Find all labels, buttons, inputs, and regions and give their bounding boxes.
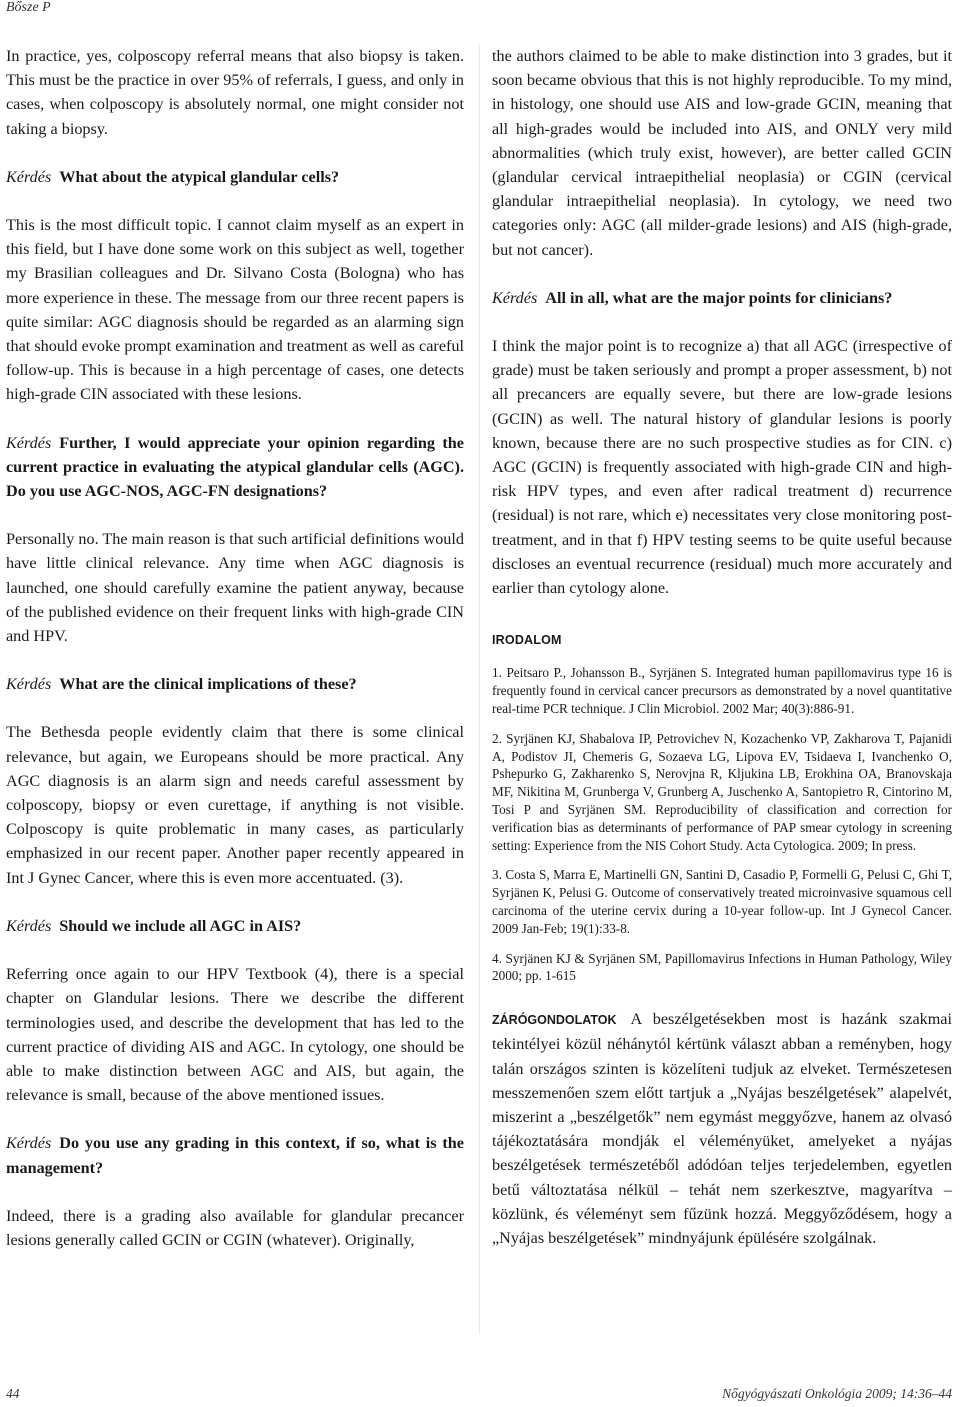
paragraph: Referring once again to our HPV Textbook (4), there is a special chapter on Glandular lesions. There we describe the different terminologies used, and describe the development that has led to the current practice of dividing AIS and AGC. In cytology, one should be able to make distinction between AGC and AIS, but again, the relevance is small, because of the above mentioned issues. (6, 965, 464, 1105)
question (6, 165, 464, 189)
page-number: 44 (6, 1386, 20, 1401)
question (6, 672, 464, 696)
paragraph: In practice, yes, colposcopy referral means that also biopsy is taken. This must be the practice in over 95% of referrals, I guess, and only in cases, when colposcopy is absolutely normal, one might consider not taking a biopsy. (6, 47, 464, 138)
running-head: Bőszе P (6, 0, 51, 15)
question (492, 286, 952, 310)
question-text: Do you use any grading in this context, if so, what is the management? (6, 1134, 464, 1177)
question-text: What are the clinical implications of these? (59, 675, 357, 694)
question (6, 1131, 464, 1179)
question-text: What about the atypical glandular cells? (59, 167, 340, 186)
question-tag: Kérdés (6, 433, 52, 452)
reference-item: 3. Costa S, Marra E, Martinelli GN, Santini D, Casadio P, Formelli G, Pelusi C, Ghi T, Syrjänen K, Pelusi G. Outcome of conservatively treated microinvasive squamous cell carcinoma of the uterine cervix during a 10-year follow-up. Int J Gynecol Cancer. 2009 Jan-Feb; 19(1):33-8. (492, 867, 952, 936)
question-text: All in all, what are the major points for clinicians? (545, 288, 893, 307)
question-text: Should we include all AGC in AIS? (59, 916, 302, 935)
conclusion (492, 1007, 952, 1250)
question (6, 914, 464, 938)
right-column (492, 44, 952, 1250)
reference-item: 2. Syrjänen KJ, Shabalova IP, Petrovichev N, Kozachenko VP, Zakharova T, Pajanidi A, Podistov JI, Chemeris G, Sozaeva LG, Lipova EV, Tsidaeva I, Ivanchenko O, Pshepurko G, Zakharenko S, Nerovjna R, Kljukina LB, Erokhina OA, Branovskaja MF, Nikitina M, Grunberga V, Grunberg A, Juschenko A, Santopietro R, Cintorino M, Tosi P and Syrjänen SM. Reproducibility of classification and correction for verification bias as determinants of performance of PAP smear cytology in screening setting: Experience from the NIS Cohort Study. Acta Cytologica. 2009; In press. (492, 730, 952, 853)
paragraph: Indeed, there is a grading also available for glandular precancer lesions generally called GCIN or CGIN (whatever). Originally, (6, 1206, 464, 1249)
left-column (6, 44, 464, 1276)
paragraph: Personally no. The main reason is that such artificial definitions would have little clinical relevance. Any time when AGC diagnosis is launched, one should carefully examine the patient anyway, because of the published evidence on their frequent links with high-grade CIN and HPV. (6, 530, 464, 646)
question (6, 431, 464, 504)
question-tag: Kérdés (492, 288, 538, 307)
column-divider (479, 44, 480, 1334)
paragraph: the authors claimed to be able to make distinction into 3 grades, but it soon became obvious that this is not highly reproducible. To my mind, in histology, one should use AIS and low-grade GCIN, meaning that all high-grades would be included into AIS, and ONLY very mild abnormalities (which truly exist, however), are better called GCIN (glandular cervical intraepithelial neoplasia) or CGIN (cervical glandular intraepithelial neoplasia). In cytology, we need two categories only: AGC (all milder-grade lesions) and AIS (high-grade, but not cancer). (492, 47, 952, 259)
question-tag: Kérdés (6, 675, 52, 694)
question-text: Further, I would appreciate your opinion regarding the current practice in evaluating the atypical glandular cells (AGC). Do you use AGC-NOS, AGC-FN designations? (6, 433, 464, 501)
conclusion-heading: ZÁRÓGONDOLATOK (492, 1013, 617, 1028)
journal-citation: Nőgyógyászati Onkológia 2009; 14:36–44 (722, 1386, 952, 1401)
reference-item: 1. Peitsaro P., Johansson B., Syrjänen S. Integrated human papillomavirus type 16 is frequently found in cervical cancer precursors as demonstrated by a novel quantitative real-time PCR technique. J Clin Microbiol. 2002 Mar; 40(3):886-91. (492, 665, 952, 717)
question-tag: Kérdés (6, 167, 52, 186)
references-heading: IRODALOM (492, 633, 562, 648)
reference-list (492, 664, 952, 985)
paragraph: I think the major point is to recognize a) that all AGC (irrespective of grade) must be taken seriously and prompt a proper assessment, b) not all precancers are equally severe, but there are low-grade lesions (GCIN) as well. The natural history of glandular lesions is poorly known, because there are no such prospective studies as for CIN. c) AGC (GCIN) is frequently associated with high-grade CIN and high-risk HPV types, and even after radical treatment d) recurrence (residual) is not rare, which e) necessitates very close monitoring post-treatment, and in that f) HPV testing seems to be quite useful because discloses an eventual recurrence (residual) much more accurately and earlier than cytology alone. (492, 337, 952, 598)
conclusion-text: A beszélgetésekben most is hazánk szakmai tekintélyei közül néhánytól kértünk választ abban a reményben, hogy talán országos szinten is közelíteni tudjuk az elveket. Természetesen messzemenően szem előtt tartjuk a „Nyájas beszélgetések” alapelvét, miszerint a „beszélgetők” nem egymást meggyőzve, hanem az olvasó tájékoztatására mondják el véleményüket, amelyeket a nyájas beszélgetések természetéből adódóan teljes terjedelemben, egyetlen betű változtatása nélkül – tehát nem szerkesztve, magyarítva – közlünk, és véleményt sem fűzünk hozzá. Meggyőződésem, hogy a „Nyájas beszélgetések” mindnyájunk épülésére szolgálnak. (492, 1010, 952, 1248)
question-tag: Kérdés (6, 916, 52, 935)
reference-item: 4. Syrjänen KJ & Syrjänen SM, Papillomavirus Infections in Human Pathology, Wiley 2000; pp. 1-615 (492, 950, 952, 984)
paragraph: The Bethesda people evidently claim that there is some clinical relevance, but again, we Europeans should be more practical. Any AGC diagnosis is an alarm sign and needs careful assessment by colposcopy, biopsy or even curettage, if anything is not visible. Colposcopy is quite problematic in many cases, as particularly emphasized in our recent paper. Another paper recently appeared in Int J Gynec Cancer, where this is even more accentuated. (3). (6, 723, 464, 887)
question-tag: Kérdés (6, 1134, 52, 1153)
paragraph: This is the most difficult topic. I cannot claim myself as an expert in this field, but I have done some work on this subject as well, together my Brasilian colleagues and Dr. Silvano Costa (Bologna) who has more experience in these. The message from our three recent papers is quite similar: AGC diagnosis should be regarded as an alarming sign that should evoke prompt examination and treatment as well as careful follow-up. This is because in a high percentage of cases, one detects high-grade CIN associated with these lesions. (6, 216, 464, 404)
